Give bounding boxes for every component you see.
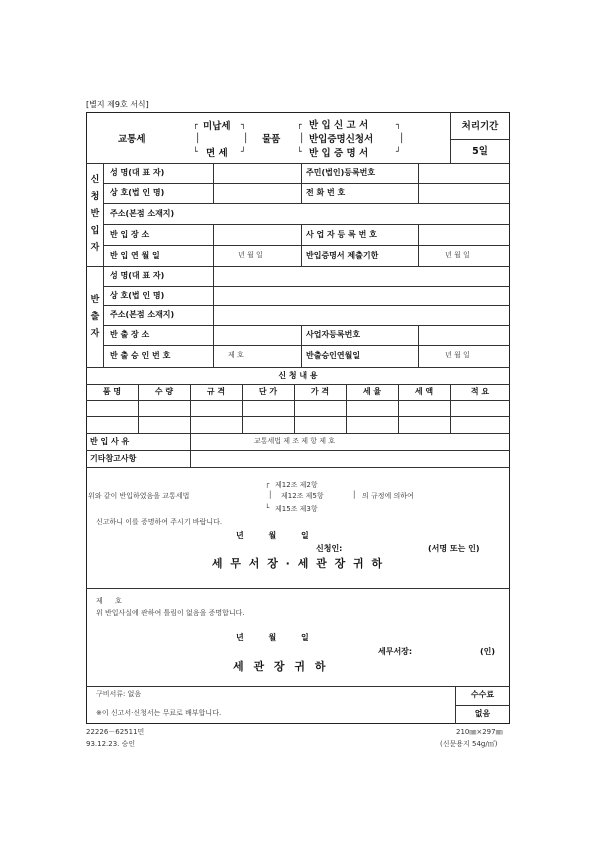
- carrier-approval-date-label: 반출승인연월일: [306, 351, 361, 360]
- applicant-deadline-label: 반입증명서 제출기한: [306, 251, 379, 260]
- sign-or-seal: (서명 또는 인): [428, 544, 480, 553]
- approval-date: 93.12.23. 승인: [86, 740, 136, 748]
- processing-period-label: 처리기간: [461, 121, 499, 132]
- carrier-section-label: 반출자: [90, 295, 100, 339]
- carrier-place-label: 반 출 장 소: [110, 330, 150, 339]
- header-doc-top: 반 입 신 고 서: [309, 120, 369, 131]
- paper-size: 210㎜×297㎜: [456, 728, 503, 736]
- bracket2-bottom-left: └: [297, 147, 302, 156]
- bracket2-top-right: ┐: [396, 120, 401, 129]
- certificate-date: 년 월 일: [236, 633, 309, 642]
- clause-top: 제12조 제2항: [275, 481, 318, 489]
- fee-label: 수수료: [470, 690, 495, 699]
- required-docs: 구비서류: 없음: [96, 690, 142, 698]
- applicant-reg-label: 주민(법인)등록번호: [306, 168, 376, 177]
- col-header: 규 격: [206, 387, 226, 396]
- other-label: 기타참고사항: [90, 454, 137, 463]
- applicant-date-value: 년 월 일: [238, 251, 263, 259]
- clause-bracket-top: ┌: [265, 480, 270, 488]
- col-header: 세 액: [414, 387, 434, 396]
- header-left-word: 교통세: [118, 134, 146, 145]
- applicant-place-label: 반 입 장 소: [110, 230, 150, 239]
- col-header: 가 격: [310, 387, 330, 396]
- carrier-approval-date-value: 년 월 일: [445, 351, 470, 359]
- fee-value: 없음: [474, 709, 491, 718]
- tax-office-seal: (인): [480, 647, 496, 656]
- applicant-company-label: 상 호(법 인 명): [110, 188, 165, 197]
- processing-period-value: 5일: [472, 146, 488, 157]
- bracket-top-right: ┐: [241, 120, 246, 129]
- clause-bracket-bottom: └: [265, 504, 270, 512]
- header-middle-word: 물품: [262, 134, 281, 145]
- bracket-bottom-right: ┘: [241, 147, 246, 156]
- paper-type: (신문용지 54g/㎡): [440, 740, 498, 748]
- clause-bottom: 제15조 제3항: [275, 505, 318, 513]
- col-header: 품 명: [102, 387, 122, 396]
- carrier-company-label: 상 호(법 인 명): [110, 291, 165, 300]
- form-code: 22226－62511민: [86, 728, 145, 736]
- declaration-addressee: 세 무 서 장 · 세 관 장 귀 하: [211, 557, 385, 570]
- bracket2-top-left: ┌: [297, 120, 302, 129]
- declaration-suffix: 의 규정에 의하여: [362, 492, 414, 500]
- bracket-mid-left: │: [195, 134, 201, 144]
- bracket-bottom-left: └: [193, 147, 198, 156]
- carrier-name-label: 성 명(대 표 자): [110, 271, 165, 280]
- col-header: 수 량: [154, 387, 174, 396]
- certificate-text: 위 반입사실에 관하여 틀림이 없음을 증명합니다.: [96, 609, 245, 617]
- applicant-name-label: 성 명(대 표 자): [110, 168, 165, 177]
- bracket2-bottom-right: ┘: [396, 147, 401, 156]
- reason-value: 교통세법 제 조 제 항 제 호: [254, 437, 335, 445]
- content-title: 신 청 내 용: [278, 371, 318, 380]
- header-opt-top: 미납세: [203, 121, 231, 132]
- carrier-bizno-label: 사업자등록번호: [306, 330, 361, 339]
- clause-bar-left: │: [268, 491, 273, 499]
- applicant-phone-label: 전 화 번 호: [306, 188, 346, 197]
- bracket2-mid-left: │: [299, 134, 305, 144]
- applicant-section-label: 신청반입자: [90, 175, 100, 253]
- header-doc-mid: 반입증명신청서: [309, 134, 374, 145]
- tax-office-label: 세무서장:: [378, 647, 413, 656]
- applicant-deadline-value: 년 월 일: [445, 251, 470, 259]
- applicant-address-label: 주소(본점 소재지): [110, 209, 175, 218]
- carrier-approval-no-value: 제 호: [228, 351, 244, 359]
- applicant-bizno-label: 사 업 자 등 록 번 호: [306, 230, 377, 239]
- bracket-mid-right: │: [243, 134, 249, 144]
- clause-bar-right: │: [352, 491, 357, 499]
- declaration-date: 년 월 일: [236, 531, 309, 540]
- col-header: 단 가: [258, 387, 278, 396]
- header-doc-bottom: 반 입 증 명 서: [309, 148, 369, 159]
- col-header: 세 율: [362, 387, 382, 396]
- carrier-address-label: 주소(본점 소재지): [110, 310, 175, 319]
- form-reference: [별지 제9호 서식]: [86, 100, 149, 109]
- header-opt-bottom: 면 세: [206, 148, 228, 159]
- reason-label: 반 입 사 유: [90, 437, 130, 446]
- col-header: 적 요: [470, 387, 490, 396]
- declaration-line2: 신고하니 이를 증명하여 주시기 바랍니다.: [96, 518, 223, 526]
- clause-mid: 제12조 제5항: [281, 492, 324, 500]
- free-notice: ※이 신고서·신청서는 무료로 배부합니다.: [96, 709, 222, 717]
- carrier-approval-no-label: 반 출 승 인 번 호: [110, 351, 171, 360]
- bracket-top-left: ┌: [193, 120, 198, 129]
- applicant-sign-label: 신청인:: [316, 544, 343, 553]
- bracket2-mid-right: │: [399, 134, 405, 144]
- declaration-prefix: 위와 같이 반입하였음을 교통세법: [88, 492, 190, 500]
- certificate-addressee: 세 관 장 귀 하: [233, 660, 329, 673]
- applicant-date-label: 반 입 연 월 일: [110, 251, 160, 260]
- certificate-no: 제 호: [96, 597, 122, 605]
